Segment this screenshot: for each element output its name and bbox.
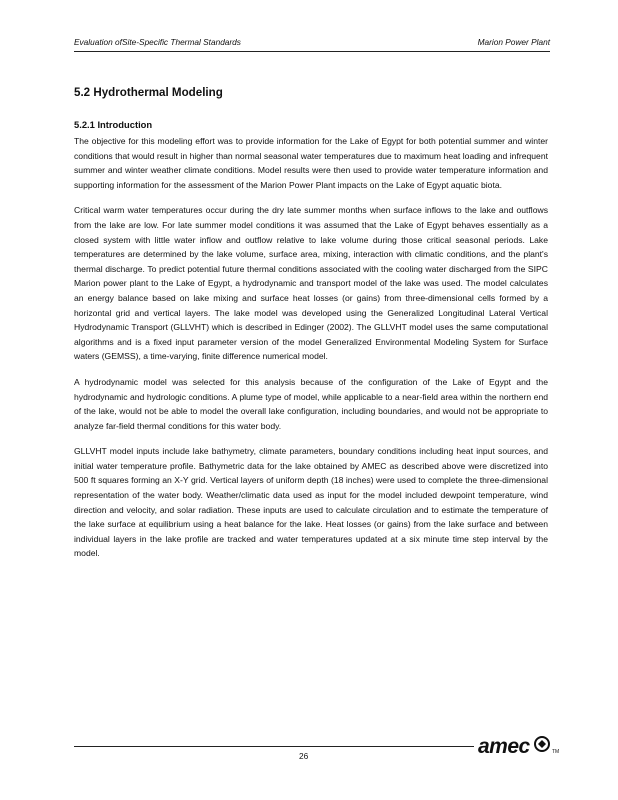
amec-logo-mark-icon [533, 735, 551, 753]
paragraph-model-inputs: GLLVHT model inputs include lake bathymetry, climate parameters, boundary conditions including heat input sources, and initial water temperature profile. Bathymetric data for the lake obtained by AMEC as described above were discretized into 500 ft squares forming an X-Y grid. Vertical layers of uniform depth (18 inches) were used to complete the three-dimensional representation of the water body. Weather/climatic data used as input for the model included dewpoint temperature, wind direction and velocity, and solar radiation. These inputs are used to calculate circulation and to estimate the temperature of the lake surface at equilibrium using a heat balance for the lake. Heat losses (or gains) from the lake surface and between individual layers in the lake profile are tracked and water temperatures updated at a six minute time step interval by the model. [74, 446, 548, 559]
page-number: 26 [299, 751, 309, 761]
logo-trademark: TM [552, 749, 560, 755]
header-plant-name: Marion Power Plant [477, 37, 550, 47]
section-heading: 5.2 Hydrothermal Modeling [74, 86, 223, 99]
paragraph-objective: The objective for this modeling effort was to provide information for the Lake of Egypt for both potential summer and winter conditions that would result in higher than normal seasonal water temperatures due to maximum heat loading and infrequent summer and winter weather climate conditions. Model results were then used to provide water temperature information and supporting information for the assessment of the Marion Power Plant impacts on the Lake of Egypt aquatic biota. [74, 136, 548, 190]
paragraph-model-selection: A hydrodynamic model was selected for this analysis because of the configuration of the Lake of Egypt and the hydrodynamic and hydrologic conditions. A plume type of model, while applicable to a near-field area within the northern end of the lake, would not be able to model the overall lake configuration, including boundaries, and would not be appropriate to analyze far-field thermal conditions for this water body. [74, 376, 548, 431]
subsection-heading: 5.2.1 Introduction [74, 119, 153, 130]
footer-rule [74, 746, 474, 747]
header-document-title: Evaluation ofSite-Specific Thermal Standards [74, 37, 241, 47]
paragraph-critical-temperatures: Critical warm water temperatures occur during the dry late summer months when surface inflows to the lake and outflows from the lake are low. For late summer model conditions it was assumed that the Lake of Egypt behaves essentially as a closed system with little water inflow and outflow relative to lake volume during those critical seasonal periods. Lake temperatures are determined by the lake volume, surface area, mixing, interaction with climatic conditions, and the plant's thermal discharge. To predict potential future thermal conditions associated with the cooling water discharged from the SIPC Marion power plant to the Lake of Egypt, a hydrodynamic and transport model of the lake was used. The model calculates an energy balance based on lake mixing and surface heat losses (or gains) from three-dimensional cells formed by a horizontal grid and vertical layers. The lake model was developed using the Generalized Longitudinal Lateral Vertical Hydrodynamic Transport (GLLVHT) which is described in Edinger (2002). The GLLVHT model uses the same computational algorithms and is a fixed input parameter version of the model Generalized Environmental Modeling System for Surface waters (GEMSS), a time-varying, finite difference numerical model. [74, 205, 548, 362]
body-text [74, 134, 548, 572]
amec-logo: amec [478, 735, 530, 758]
running-header [74, 37, 550, 52]
